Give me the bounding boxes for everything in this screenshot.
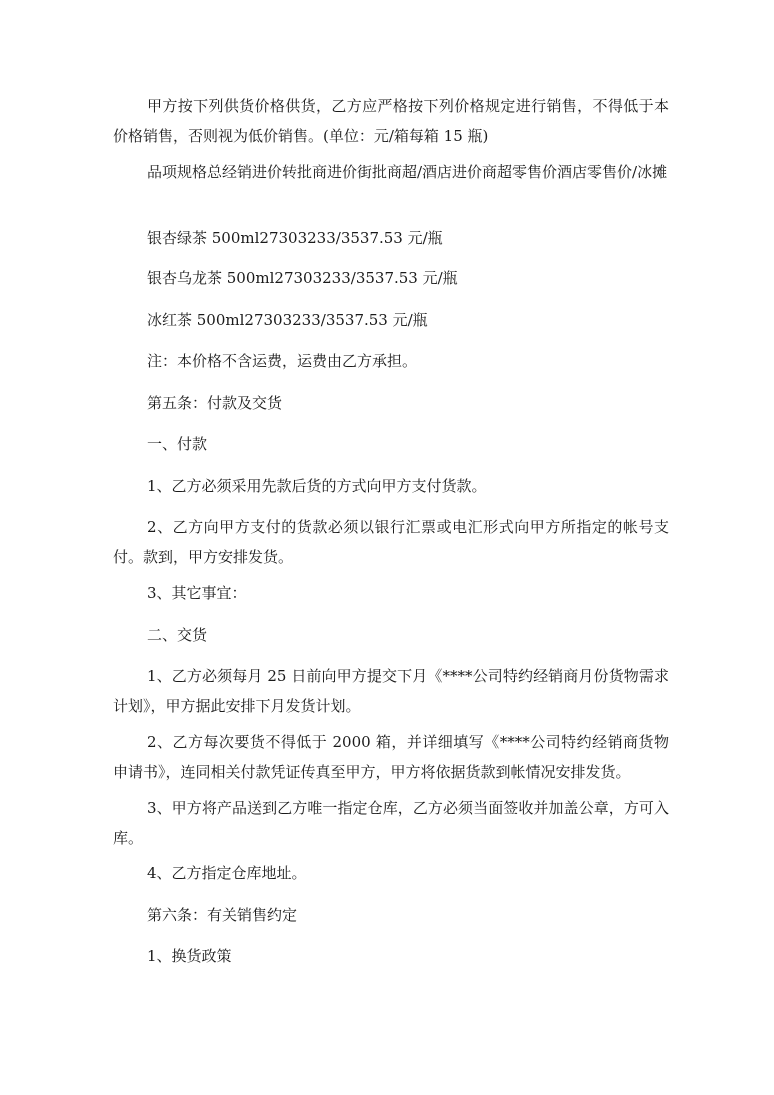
delivery-item-1: 1、乙方必须每月 25 日前向甲方提交下月《****公司特约经销商月份货物需求计划》，甲方据此安排下月发货计划。: [113, 667, 669, 715]
article-five-heading: 第五条：付款及交货: [147, 394, 283, 412]
price-supply-paragraph: 甲方按下列供货价格供货，乙方应严格按下列价格规定进行销售，不得低于本价格销售，否则视为低价销售。(单位：元/箱每箱 15 瓶): [113, 97, 669, 145]
delivery-item-3: 3、甲方将产品送到乙方唯一指定仓库，乙方必须当面签收并加盖公章，方可入库。: [113, 799, 669, 847]
price-row-ginkgo-oolong-tea: 银杏乌龙茶 500ml27303233/3537.53 元/瓶: [147, 269, 458, 287]
article-six-heading: 第六条：有关销售约定: [147, 906, 298, 924]
price-row-ginkgo-green-tea: 银杏绿茶 500ml27303233/3537.53 元/瓶: [147, 229, 443, 247]
payment-item-3: 3、其它事宜：: [147, 584, 247, 602]
section-payment-heading: 一、付款: [147, 435, 208, 453]
exchange-policy-heading: 1、换货政策: [147, 947, 232, 965]
delivery-item-4: 4、乙方指定仓库地址。: [147, 864, 307, 882]
payment-item-2: 2、乙方向甲方支付的货款必须以银行汇票或电汇形式向甲方所指定的帐号支付。款到，甲方安排发货。: [113, 518, 669, 566]
price-table-header: 品项规格总经销进价转批商进价街批商超/酒店进价商超零售价酒店零售价/冰摊: [147, 163, 668, 181]
freight-note: 注：本价格不含运费，运费由乙方承担。: [147, 352, 418, 370]
section-delivery-heading: 二、交货: [147, 626, 208, 644]
delivery-item-2: 2、乙方每次要货不得低于 2000 箱，并详细填写《****公司特约经销商货物申请书》，连同相关付款凭证传真至甲方，甲方将依据货款到帐情况安排发货。: [113, 733, 669, 781]
price-row-iced-black-tea: 冰红茶 500ml27303233/3537.53 元/瓶: [147, 311, 428, 329]
payment-item-1: 1、乙方必须采用先款后货的方式向甲方支付货款。: [147, 477, 487, 495]
